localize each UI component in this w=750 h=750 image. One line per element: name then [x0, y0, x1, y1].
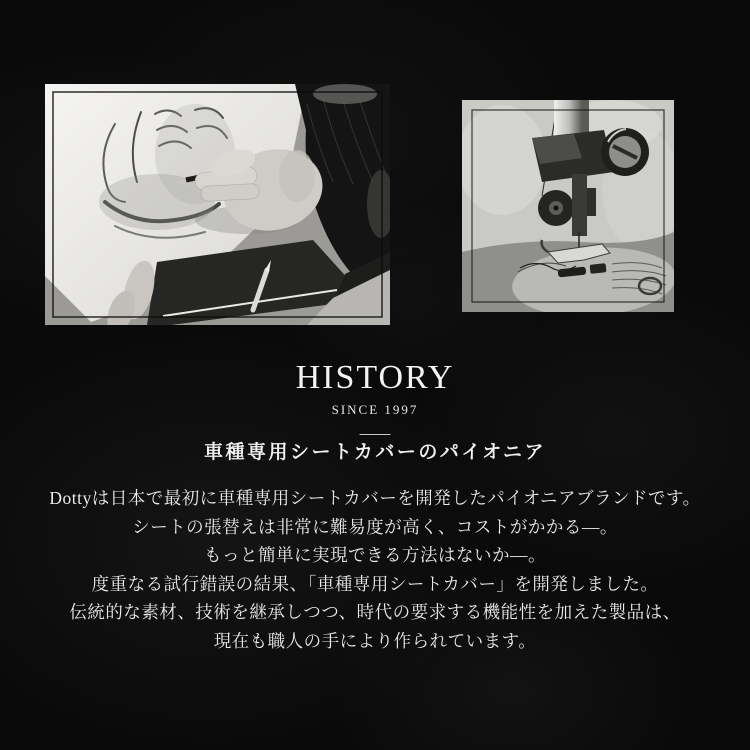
body-line: 現在も職人の手により作られています。: [213, 630, 537, 651]
body-line: Dottyは日本で最初に車種専用シートカバーを開発したパイオニアブランドです。: [49, 488, 701, 508]
body-line: 度重なる試行錯誤の結果、「車種専用シートカバー」を開発しました。: [91, 573, 659, 594]
body-line: もっと簡単に実現できる方法はないか―。: [204, 545, 546, 566]
section-title: HISTORY: [295, 359, 455, 396]
since-label: SINCE 1997: [331, 402, 419, 417]
sketch-photo-image: [45, 84, 390, 325]
sewing-machine-photo-image: [462, 100, 674, 312]
divider-line: [360, 434, 391, 435]
sketch-photo: [45, 84, 390, 325]
body-line: シートの張替えは非常に難易度が高く、コストがかかる―。: [132, 516, 618, 537]
body-line: 伝統的な素材、技術を継承しつつ、時代の要求する機能性を加えた製品は、: [69, 602, 681, 623]
history-body: [0, 484, 750, 656]
section-subtitle: 車種専用シートカバーのパイオニア: [203, 442, 547, 463]
sewing-machine-photo: [462, 100, 674, 312]
